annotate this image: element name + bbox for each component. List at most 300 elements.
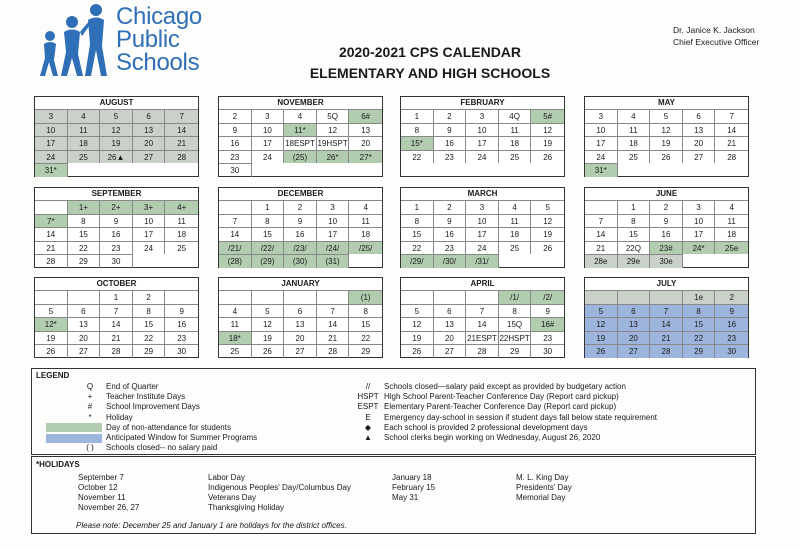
day-cell: 9 [100,214,133,228]
day-cell: 1 [252,200,285,214]
holiday-dates-spring [392,473,435,503]
legend [31,368,756,455]
holiday-entry: Labor Day [208,473,245,482]
holiday-names-spring [516,473,572,503]
day-cell: 7 [100,304,133,318]
month-day-grid [219,200,382,268]
day-cell: 10 [133,214,166,228]
day-cell: 25 [68,150,101,164]
month-day-grid [35,200,198,268]
day-cell [35,200,68,214]
holiday-entry: September 7 [78,473,124,482]
day-cell: 17 [466,227,499,241]
ceo-title: Chief Executive Officer [673,37,760,47]
month-august [34,96,199,177]
day-cell: 25 [499,241,532,255]
day-cell: 22 [349,331,382,345]
day-cell: 24* [683,241,716,255]
day-cell: 8 [618,214,651,228]
ceo-name: Dr. Janice K. Jackson [673,25,755,35]
month-day-grid [35,109,198,177]
day-cell: /21/ [219,241,252,255]
day-cell: 20 [683,136,716,150]
month-name: FEBRUARY [401,97,564,109]
day-cell: 23 [531,331,564,345]
day-cell [585,200,618,214]
day-cell: 14 [219,227,252,241]
day-cell: 22 [68,241,101,255]
day-cell: 23 [165,331,198,345]
day-cell: 12 [401,317,434,331]
day-cell: 4 [715,200,748,214]
day-cell: 20 [434,331,467,345]
day-cell: 4 [349,200,382,214]
month-june [584,187,749,268]
day-cell: 4 [68,109,101,123]
legend-text: School clerks begin working on Wednesday, August 26, 2020 [384,433,601,442]
day-cell: 18 [618,136,651,150]
month-day-grid [401,109,564,163]
day-cell: 10 [35,123,68,137]
day-cell: 3 [317,200,350,214]
day-cell: /30/ [434,254,467,268]
holiday-entry: Veterans Day [208,493,257,502]
day-cell: 27 [68,344,101,358]
day-cell: 21 [35,241,68,255]
day-cell: 5 [650,109,683,123]
non-attendance-swatch [46,423,102,432]
day-cell: 25 [618,150,651,164]
day-cell: 30 [100,254,133,268]
day-cell: 12 [585,317,618,331]
day-cell: 30 [219,163,252,177]
day-cell: 10 [317,214,350,228]
day-cell: 27 [434,344,467,358]
day-cell: 8 [349,304,382,318]
legend-symbol: + [87,392,93,402]
holiday-entry: January 18 [392,473,432,482]
day-cell: 7 [317,304,350,318]
day-cell: 30 [715,344,748,358]
day-cell: 9 [284,214,317,228]
logo-text-schools: Schools [116,49,200,76]
day-cell: 11 [165,214,198,228]
day-cell: 29 [683,344,716,358]
day-cell: 17 [466,136,499,150]
day-cell: 2 [284,200,317,214]
day-cell: 3 [585,109,618,123]
day-cell: 26 [650,150,683,164]
legend-text: Elementary Parent-Teacher Conference Day (Report card pickup) [384,402,617,412]
day-cell: 3 [252,109,285,123]
day-cell [68,290,101,304]
holiday-entry: February 15 [392,483,436,492]
legend-symbol: ◆ [364,422,372,432]
month-may [584,96,749,177]
day-cell: 26 [35,344,68,358]
day-cell: 1+ [68,200,101,214]
day-cell: 4+ [165,200,198,214]
legend-symbol: * [88,412,92,422]
day-cell: 28e [585,254,618,268]
day-cell: 29 [349,344,382,358]
day-cell: 6# [349,109,382,123]
day-cell: 21 [650,331,683,345]
day-cell: 14 [650,317,683,331]
day-cell: 3 [683,200,716,214]
day-cell: /31/ [466,254,499,268]
holiday-entry: November 26, 27 [78,503,140,512]
day-cell: 22 [683,331,716,345]
day-cell: 15 [68,227,101,241]
month-name: MAY [585,97,748,109]
day-cell: 9 [531,304,564,318]
day-cell: 12 [531,123,564,137]
day-cell: 11 [219,317,252,331]
legend-text: School Improvement Days [106,402,200,412]
day-cell: 14 [585,227,618,241]
day-cell: /29/ [401,254,434,268]
day-cell: 7 [219,214,252,228]
day-cell: 19 [100,136,133,150]
day-cell: 19HSPT [317,136,350,150]
day-cell: 3 [35,109,68,123]
day-cell: 14 [35,227,68,241]
month-day-grid [219,109,382,177]
legend-text: Day of non-attendance for students [106,422,231,432]
day-cell: 18ESPT [284,136,317,150]
day-cell: 17 [252,136,285,150]
day-cell: 9 [165,304,198,318]
day-cell: 24 [252,150,285,164]
day-cell: 3 [466,109,499,123]
day-cell: 1 [401,109,434,123]
day-cell: 8 [499,304,532,318]
month-day-grid [401,290,564,358]
day-cell: 19 [531,227,564,241]
holiday-note: Please note: December 25 and January 1 are holidays for the district offices. [76,521,347,530]
day-cell: 15 [401,227,434,241]
day-cell: 12* [35,317,68,331]
day-cell: 21 [165,136,198,150]
legend-text: Anticipated Window for Summer Programs [106,433,258,442]
day-cell: 18 [349,227,382,241]
day-cell: 29e [618,254,651,268]
day-cell: 20 [618,331,651,345]
month-name: DECEMBER [219,188,382,200]
legend-symbol: Q [86,382,94,391]
day-cell: 20 [68,331,101,345]
day-cell: 28 [317,344,350,358]
day-cell: 10 [252,123,285,137]
calendar-subtitle: ELEMENTARY AND HIGH SCHOOLS [309,65,551,81]
day-cell [585,290,618,304]
day-cell: 19 [531,136,564,150]
legend-symbol: E [365,412,371,422]
day-cell: 24 [35,150,68,164]
day-cell: 23 [434,241,467,255]
day-cell: /25/ [349,241,382,255]
cps-logo [34,2,234,80]
day-cell: 21 [100,331,133,345]
day-cell: 20 [349,136,382,150]
month-name: JULY [585,278,748,290]
day-cell: 26▲ [100,150,133,164]
day-cell: 15 [349,317,382,331]
day-cell: 5 [585,304,618,318]
day-cell: 8 [401,123,434,137]
day-cell: (30) [284,254,317,268]
day-cell: 5 [531,200,564,214]
day-cell: 21ESPT [466,331,499,345]
day-cell: 4 [499,200,532,214]
day-cell: 31* [585,163,618,177]
legend-text: Holiday [106,412,133,422]
day-cell: 26* [317,150,350,164]
day-cell: 5 [35,304,68,318]
month-name: MARCH [401,188,564,200]
day-cell: 12 [100,123,133,137]
children-silhouette-icon [34,2,114,80]
summer-program-swatch [46,434,102,443]
day-cell: 9 [650,214,683,228]
day-cell: 6 [133,109,166,123]
day-cell: 22 [401,241,434,255]
month-july [584,277,749,358]
day-cell: 29 [68,254,101,268]
day-cell: 19 [401,331,434,345]
day-cell: 26 [585,344,618,358]
day-cell: 18 [499,136,532,150]
day-cell: 28 [35,254,68,268]
day-cell: 21 [715,136,748,150]
day-cell: 11 [349,214,382,228]
month-day-grid [585,290,748,358]
legend-symbol: # [87,402,93,412]
day-cell: 2 [434,200,467,214]
day-cell [466,290,499,304]
month-name: JANUARY [219,278,382,290]
day-cell: /24/ [317,241,350,255]
day-cell: 2 [434,109,467,123]
day-cell: 11 [499,123,532,137]
holiday-dates-fall [78,473,139,513]
day-cell: 15* [401,136,434,150]
day-cell: 12 [531,214,564,228]
day-cell: /23/ [284,241,317,255]
day-cell: 25 [499,150,532,164]
legend-text: Schools closed—salary paid except as provided by budgetary action [384,382,626,391]
day-cell: 14 [715,123,748,137]
day-cell: 16 [715,317,748,331]
day-cell: 1 [618,200,651,214]
calendar-title: 2020-2021 CPS CALENDAR [338,44,522,60]
day-cell: 17 [585,136,618,150]
day-cell [650,290,683,304]
day-cell: 5Q [317,109,350,123]
day-cell: 10 [585,123,618,137]
day-cell: 16 [434,136,467,150]
legend-text: Emergency day-school in session if student days fall below state requirement [384,412,658,422]
day-cell: 26 [531,241,564,255]
day-cell: 13 [133,123,166,137]
day-cell: 2 [715,290,748,304]
day-cell: /1/ [499,290,532,304]
month-september [34,187,199,268]
legend-text: End of Quarter [106,382,159,391]
logo-text-chicago: Chicago [116,3,202,30]
day-cell [219,290,252,304]
day-cell: 29 [499,344,532,358]
day-cell: 27 [683,150,716,164]
day-cell: 9 [219,123,252,137]
day-cell: 27 [133,150,166,164]
logo-text-public: Public [116,26,180,53]
legend-text: Teacher Institute Days [106,392,186,402]
day-cell: 16 [434,227,467,241]
day-cell: 11 [499,214,532,228]
month-name: JUNE [585,188,748,200]
day-cell: 7* [35,214,68,228]
legend-symbol: ▲ [364,433,372,442]
holiday-entry: November 11 [78,493,126,502]
ceo-block [673,24,759,48]
day-cell: 27 [618,344,651,358]
day-cell: 6 [618,304,651,318]
day-cell: 30e [650,254,683,268]
day-cell: 8 [252,214,285,228]
month-day-grid [401,200,564,268]
day-cell: 31* [35,163,68,177]
day-cell: 22HSPT [499,331,532,345]
day-cell: 18* [219,331,252,345]
month-day-grid [585,200,748,268]
day-cell: 15 [618,227,651,241]
day-cell: 21 [585,241,618,255]
month-name: AUGUST [35,97,198,109]
month-day-grid [35,290,198,358]
day-cell: 2+ [100,200,133,214]
day-cell: 23# [650,241,683,255]
day-cell: 28 [715,150,748,164]
day-cell: 7 [650,304,683,318]
day-cell: 28 [466,344,499,358]
day-cell: 15 [133,317,166,331]
day-cell [618,290,651,304]
day-cell: 6 [683,109,716,123]
day-cell: 9 [715,304,748,318]
day-cell: 13 [434,317,467,331]
day-cell: 10 [466,123,499,137]
holidays-box [31,456,756,534]
day-cell: 5 [401,304,434,318]
day-cell: 8 [133,304,166,318]
day-cell: 14 [165,123,198,137]
day-cell: 15 [683,317,716,331]
day-cell: 5 [252,304,285,318]
day-cell: 17 [317,227,350,241]
day-cell [165,290,198,304]
day-cell: 12 [252,317,285,331]
month-name: NOVEMBER [219,97,382,109]
day-cell: 1 [401,200,434,214]
day-cell: 19 [35,331,68,345]
legend-symbol: ( ) [86,443,94,453]
day-cell: 24 [466,150,499,164]
day-cell: 8 [401,214,434,228]
day-cell: 29 [133,344,166,358]
month-name: APRIL [401,278,564,290]
day-cell: /2/ [531,290,564,304]
day-cell: 18 [68,136,101,150]
month-name: OCTOBER [35,278,198,290]
day-cell: 20 [284,331,317,345]
day-cell: 12 [650,123,683,137]
day-cell: 30 [531,344,564,358]
day-cell: 25e [715,241,748,255]
day-cell: 16 [100,227,133,241]
day-cell: 5# [531,109,564,123]
day-cell: 2 [650,200,683,214]
day-cell: (1) [349,290,382,304]
day-cell: 7 [585,214,618,228]
day-cell: 24 [585,150,618,164]
day-cell: 5 [100,109,133,123]
day-cell: (25) [284,150,317,164]
day-cell: 14 [466,317,499,331]
day-cell: (28) [219,254,252,268]
day-cell: 28 [165,150,198,164]
day-cell: 17 [35,136,68,150]
holidays-title: *HOLIDAYS [36,460,80,469]
holiday-entry: Presidents' Day [516,483,572,492]
day-cell: 18 [165,227,198,241]
day-cell: 16 [650,227,683,241]
day-cell: 23 [434,150,467,164]
day-cell: 10 [683,214,716,228]
day-cell: 27* [349,150,382,164]
month-march [400,187,565,268]
day-cell: 13 [284,317,317,331]
day-cell: 13 [68,317,101,331]
day-cell: 27 [284,344,317,358]
month-december [218,187,383,268]
holiday-entry: October 12 [78,483,118,492]
day-cell: 8 [68,214,101,228]
day-cell [317,290,350,304]
day-cell: 24 [466,241,499,255]
day-cell: 30 [165,344,198,358]
day-cell: 6 [68,304,101,318]
day-cell: 3+ [133,200,166,214]
day-cell: 4 [219,304,252,318]
day-cell: 2 [133,290,166,304]
day-cell: 11* [284,123,317,137]
day-cell [252,290,285,304]
day-cell: 11 [715,214,748,228]
day-cell [401,290,434,304]
day-cell [35,290,68,304]
holiday-entry: Memorial Day [516,493,566,502]
day-cell: 17 [683,227,716,241]
month-day-grid [585,109,748,177]
day-cell: 28 [650,344,683,358]
day-cell: 11 [618,123,651,137]
day-cell: 7 [715,109,748,123]
day-cell: 1e [683,290,716,304]
day-cell [284,290,317,304]
day-cell: 23 [219,150,252,164]
